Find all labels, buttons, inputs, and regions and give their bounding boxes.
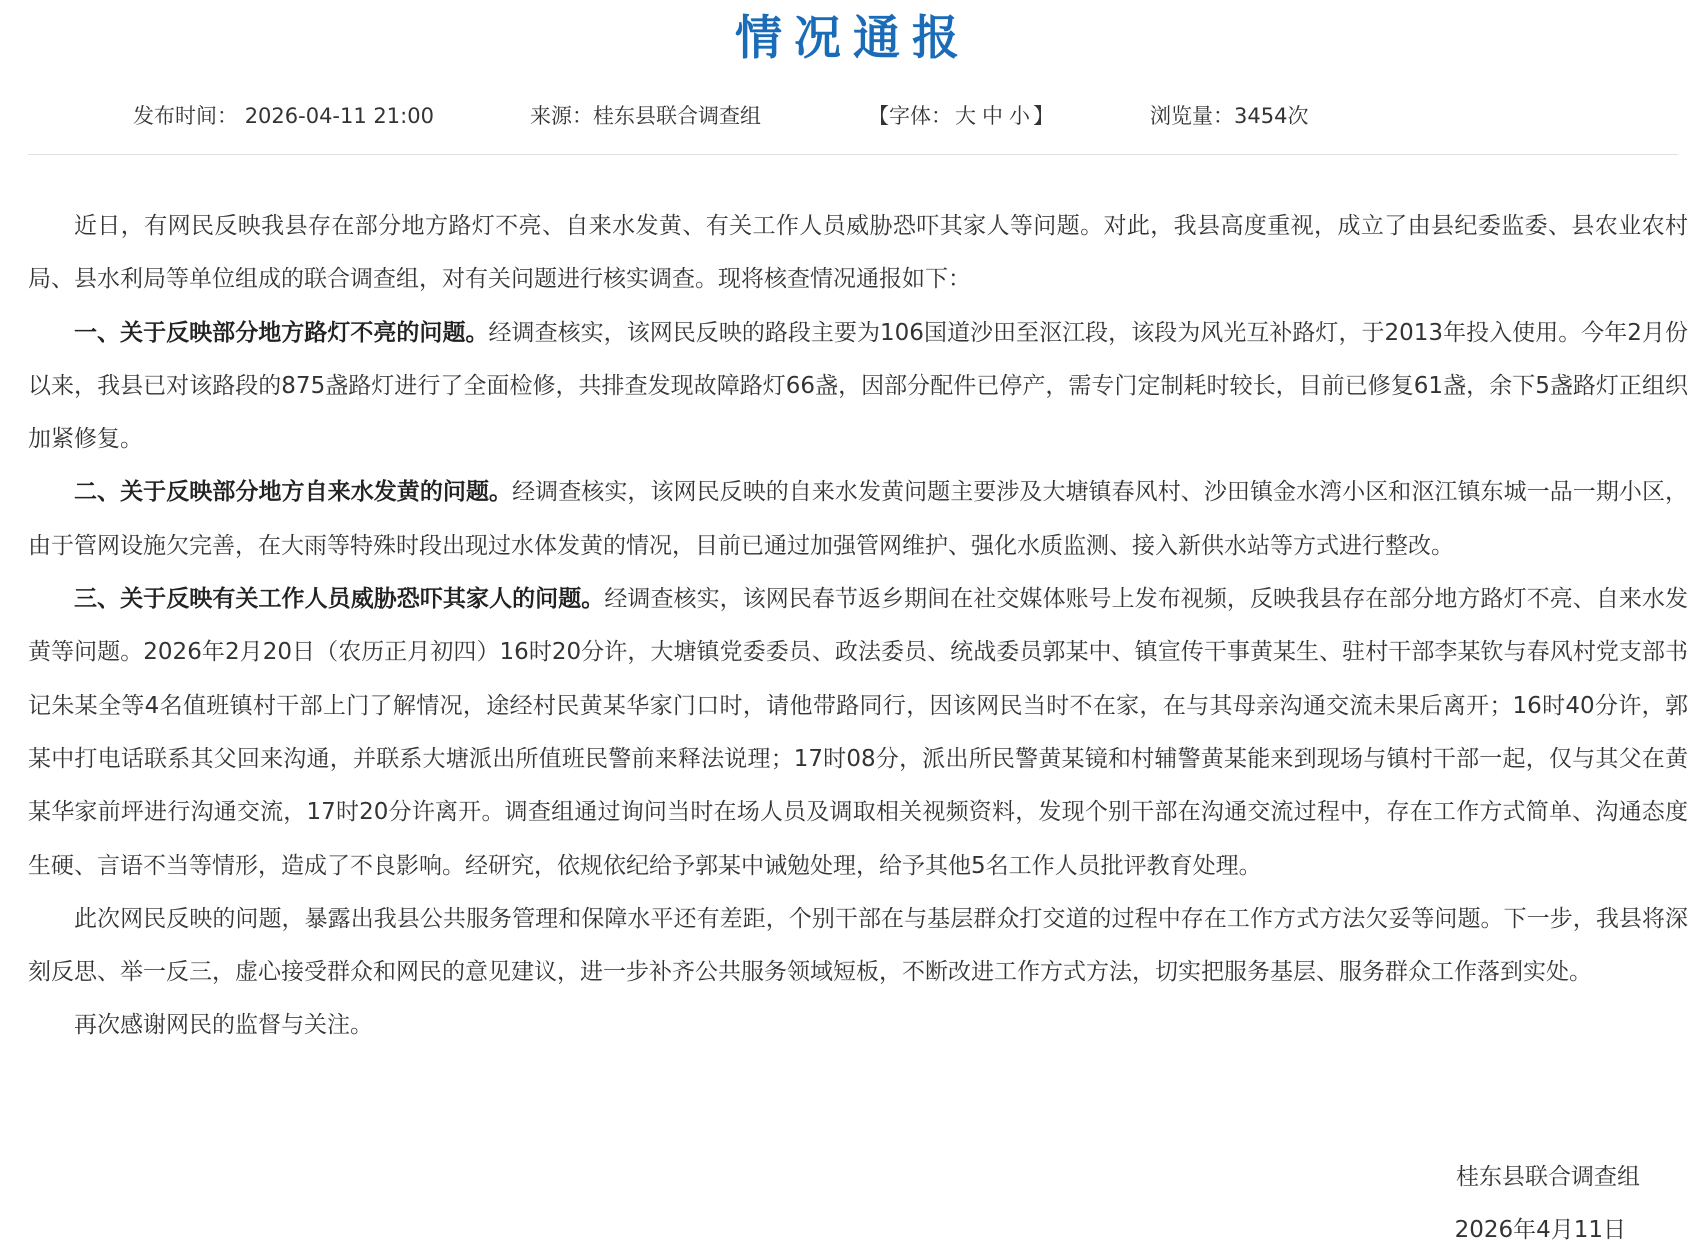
signature-date: 2026年4月11日 [1454,1217,1626,1243]
source-info [530,96,761,136]
font-switcher-close: 】 [1033,104,1054,128]
article-title: 情况通报 [735,11,971,66]
section-2-paragraph [28,466,1688,573]
section-3-text: 经调查核实，该网民春节返乡期间在社交媒体账号上发布视频，反映我县存在部分地方路灯不亮、自来水发黄等问题。2026年2月20日（农历正月初四）16时20分许，大塘镇党委委员、政法委员、统战委员郭某中、镇宣传干事黄某生、驻村干部李某钦与春风村党支部书记朱某全等4名值班镇村干部上门了解情况，途经村民黄某华家门口时，请他带路同行，因该网民当时不在家，在与其母亲沟通交流未果后离开；16时40分许，郭某中打电话联系其父回来沟通，并联系大塘派出所值班民警前来释法说理；17时08分，派出所民警黄某镜和村辅警黄某能来到现场与镇村干部一起，仅与其父在黄某华家前坪进行沟通交流，17时20分许离开。调查组通过询问当时在场人员及调取相关视频资料，发现个别干部在沟通交流过程中，存在工作方式简单、沟通态度生硬、言语不当等情形，造成了不良影响。经研究，依规依纪给予郭某中诫勉处理，给予其他5名工作人员批评教育处理。 [28,586,1689,879]
article-meta [0,96,1706,136]
section-1-text: 经调查核实，该网民反映的路段主要为106国道沙田至沤江段，该段为风光互补路灯，于2013年投入使用。今年2月份以来，我县已对该路段的875盏路灯进行了全面检修，共排查发现故障路灯66盏，因部分配件已停产，需专门定制耗时较长，目前已修复61盏，余下5盏路灯正组织加紧修复。 [28,319,1689,453]
section-1-paragraph [28,307,1688,467]
article-body [28,200,1688,1053]
font-medium-link[interactable]: 中 [982,104,1003,128]
section-2-heading: 二、关于反映部分地方自来水发黄的问题。 [74,479,513,506]
source-label: 来源： [530,104,593,128]
thanks-paragraph: 再次感谢网民的监督与关注。 [74,1012,373,1039]
conclusion-paragraph: 此次网民反映的问题，暴露出我县公共服务管理和保障水平还有差距，个别干部在与基层群众打交道的过程中存在工作方式方法欠妥等问题。下一步，我县将深刻反思、举一反三，虚心接受群众和网民的意见建议，进一步补齐公共服务领域短板，不断改进工作方式方法，切实把服务基层、服务群众工作落到实处。 [28,905,1688,986]
font-small-link[interactable]: 小 [1009,104,1030,128]
intro-paragraph: 近日，有网民反映我县存在部分地方路灯不亮、自来水发黄、有关工作人员威胁恐吓其家人等问题。对此，我县高度重视，成立了由县纪委监委、县农业农村局、县水利局等单位组成的联合调查组，对有关问题进行核实调查。现将核查情况通报如下： [28,213,1688,293]
views-label: 浏览量： [1150,104,1234,128]
publish-label: 发布时间： [133,104,238,128]
view-count: 3454次 [1234,104,1309,128]
section-3-paragraph [28,573,1688,893]
view-count-info [1150,96,1308,136]
publish-time: 2026-04-11 21:00 [244,104,434,128]
source-name: 桂东县联合调查组 [593,104,761,128]
publish-info [133,96,434,136]
font-switcher-open: 【字体： [868,104,952,128]
signature-org: 桂东县联合调查组 [1456,1164,1640,1190]
font-large-link[interactable]: 大 [955,104,976,128]
font-size-switcher [868,96,1054,136]
section-1-heading: 一、关于反映部分地方路灯不亮的问题。 [74,319,489,346]
header-divider [28,154,1678,155]
section-2-text: 经调查核实，该网民反映的自来水发黄问题主要涉及大塘镇春风村、沙田镇金水湾小区和沤江镇东城一品一期小区，由于管网设施欠完善，在大雨等特殊时段出现过水体发黄的情况，目前已通过加强管网维护、强化水质监测、接入新供水站等方式进行整改。 [28,479,1689,559]
section-3-heading: 三、关于反映有关工作人员威胁恐吓其家人的问题。 [74,586,605,613]
